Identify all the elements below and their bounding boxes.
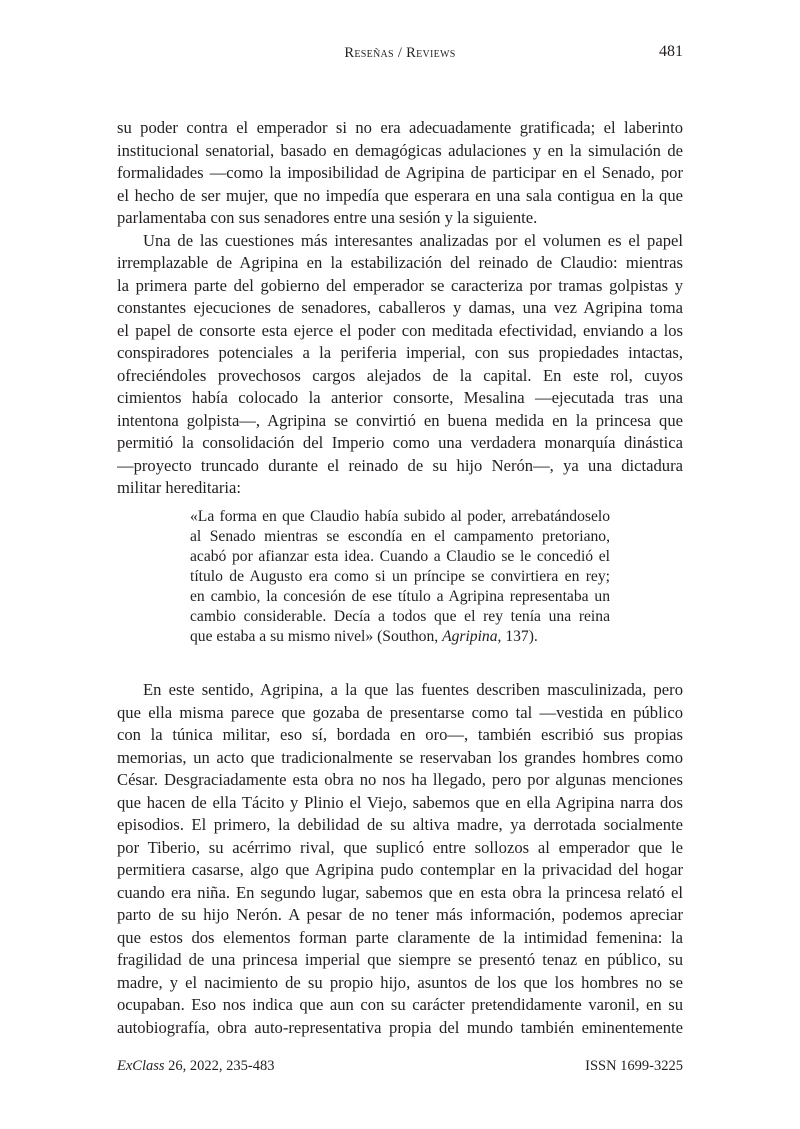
text-line: al Senado mientras se escondía en el campamento pretoriano, <box>190 528 610 545</box>
text-line: que ella misma parece que gozaba de presentarse como tal —vestida en público <box>117 702 683 722</box>
text-line: por Tiberio, su acérrimo rival, que suplicó entre sollozos al emperador que le <box>117 837 683 857</box>
text-line: el papel de consorte esta ejerce el poder con meditada efectividad, enviando a los <box>117 320 683 340</box>
page-number: 481 <box>659 43 683 60</box>
text-line: ocupaban. Eso nos indica que aun con su carácter pretendidamente varonil, en su <box>117 995 683 1014</box>
text-line: la primera parte del gobierno del emperador se caracteriza por tramas golpistas y <box>117 275 683 295</box>
text-line: madre, y el nacimiento de su propio hijo, asuntos de los que los hombres no se <box>117 972 683 992</box>
text-line: episodios. El primero, la debilidad de su altiva madre, ya derrotada socialmente <box>117 815 683 834</box>
text-line: irremplazable de Agripina en la estabilización del reinado de Claudio: mientras <box>117 253 683 272</box>
text-line: militar hereditaria: <box>117 478 241 497</box>
text-line: el hecho de ser mujer, que no impedía que esperara en una sala contigua en la que <box>117 185 683 205</box>
paragraph <box>117 230 683 500</box>
footer-issn: ISSN 1699-3225 <box>585 1058 683 1074</box>
text-segment: que estaba a su mismo nivel» (Southon, <box>190 628 443 645</box>
text-segment: , 137). <box>497 628 538 645</box>
text-line: que hacen de ella Tácito y Plinio el Viejo, sabemos que en ella Agripina narra dos <box>117 792 683 812</box>
running-title: Reseñas / Reviews <box>344 45 456 61</box>
text-line: institucional senatorial, basado en demagógicas adulaciones y en la simulación de <box>117 140 683 160</box>
text-line: constantes ejecuciones de senadores, caballeros y damas, una vez Agripina toma <box>117 298 683 317</box>
text-line: con la túnica militar, eso sí, bordada en oro—, también escribió sus propias <box>117 725 683 744</box>
text-line: permitiera casarse, algo que Agripina pudo contemplar en la privacidad del hogar <box>117 860 683 879</box>
text-line: «La forma en que Claudio había subido al poder, arrebatándoselo <box>190 508 610 525</box>
paragraph <box>117 679 683 1039</box>
text-line: cimientos había colocado la anterior consorte, Mesalina —ejecutada tras una <box>117 388 683 407</box>
journal-volume: 26, 2022, 235-483 <box>164 1058 275 1074</box>
text-line: César. Desgraciadamente esta obra no nos ha llegado, pero por algunas menciones <box>117 770 683 789</box>
text-line: permitió la consolidación del Imperio como una verdadera monarquía dinástica <box>117 433 683 452</box>
text-line: Una de las cuestiones más interesantes analizadas por el volumen es el papel <box>143 230 683 250</box>
text-line: en cambio, la concesión de ese título a Agripina representaba un <box>190 588 610 605</box>
text-line: En este sentido, Agripina, a la que las fuentes describen masculinizada, pero <box>143 680 683 699</box>
text-line: acabó por afianzar esta idea. Cuando a Claudio se le concedió el <box>190 548 610 565</box>
text-line: cuando era niña. En segundo lugar, sabemos que en esta obra la princesa relató el <box>117 882 683 902</box>
text-line: —proyecto truncado durante el reinado de su hijo Nerón—, ya una dictadura <box>117 455 683 475</box>
text-line: ofreciéndoles provechosos cargos alejados de la capital. En este rol, cuyos <box>117 365 683 385</box>
paragraph <box>117 117 683 230</box>
footer-citation <box>117 1058 275 1075</box>
journal-name: ExClass <box>117 1058 165 1074</box>
text-line: memorias, un acto que tradicionalmente se reservaban los grandes hombres como <box>117 747 683 767</box>
text-line: conspiradores potenciales a la periferia imperial, con sus propiedades intactas, <box>117 343 683 362</box>
text-line: parto de su hijo Nerón. A pesar de no tener más información, podemos apreciar <box>117 905 683 924</box>
text-line: cambio considerable. Decía a todos que el rey tenía una reina <box>190 608 610 625</box>
text-line: formalidades —como la imposibilidad de Agripina de participar en el Senado, por <box>117 163 683 182</box>
block-quote <box>190 507 610 647</box>
text-line: intentona golpista—, Agripina se convirtió en buena medida en la princesa que <box>117 410 683 430</box>
text-line: que estos dos elementos forman parte claramente de la intimidad femenina: la <box>117 927 683 947</box>
text-line: parlamentaba con sus senadores entre una sesión y la siguiente. <box>117 208 538 227</box>
text-line: fragilidad de una princesa imperial que siempre se presentó tenaz en público, su <box>117 950 683 969</box>
text-line: su poder contra el emperador si no era adecuadamente gratificada; el laberinto <box>117 118 683 137</box>
running-header <box>117 45 683 65</box>
italic-title: Agripina <box>442 628 498 645</box>
text-line: autobiografía, obra auto-representativa propia del mundo también eminentemente <box>117 1017 683 1037</box>
text-line: título de Augusto era como si un príncipe se convirtiera en rey; <box>190 568 610 585</box>
text-line <box>190 627 610 647</box>
